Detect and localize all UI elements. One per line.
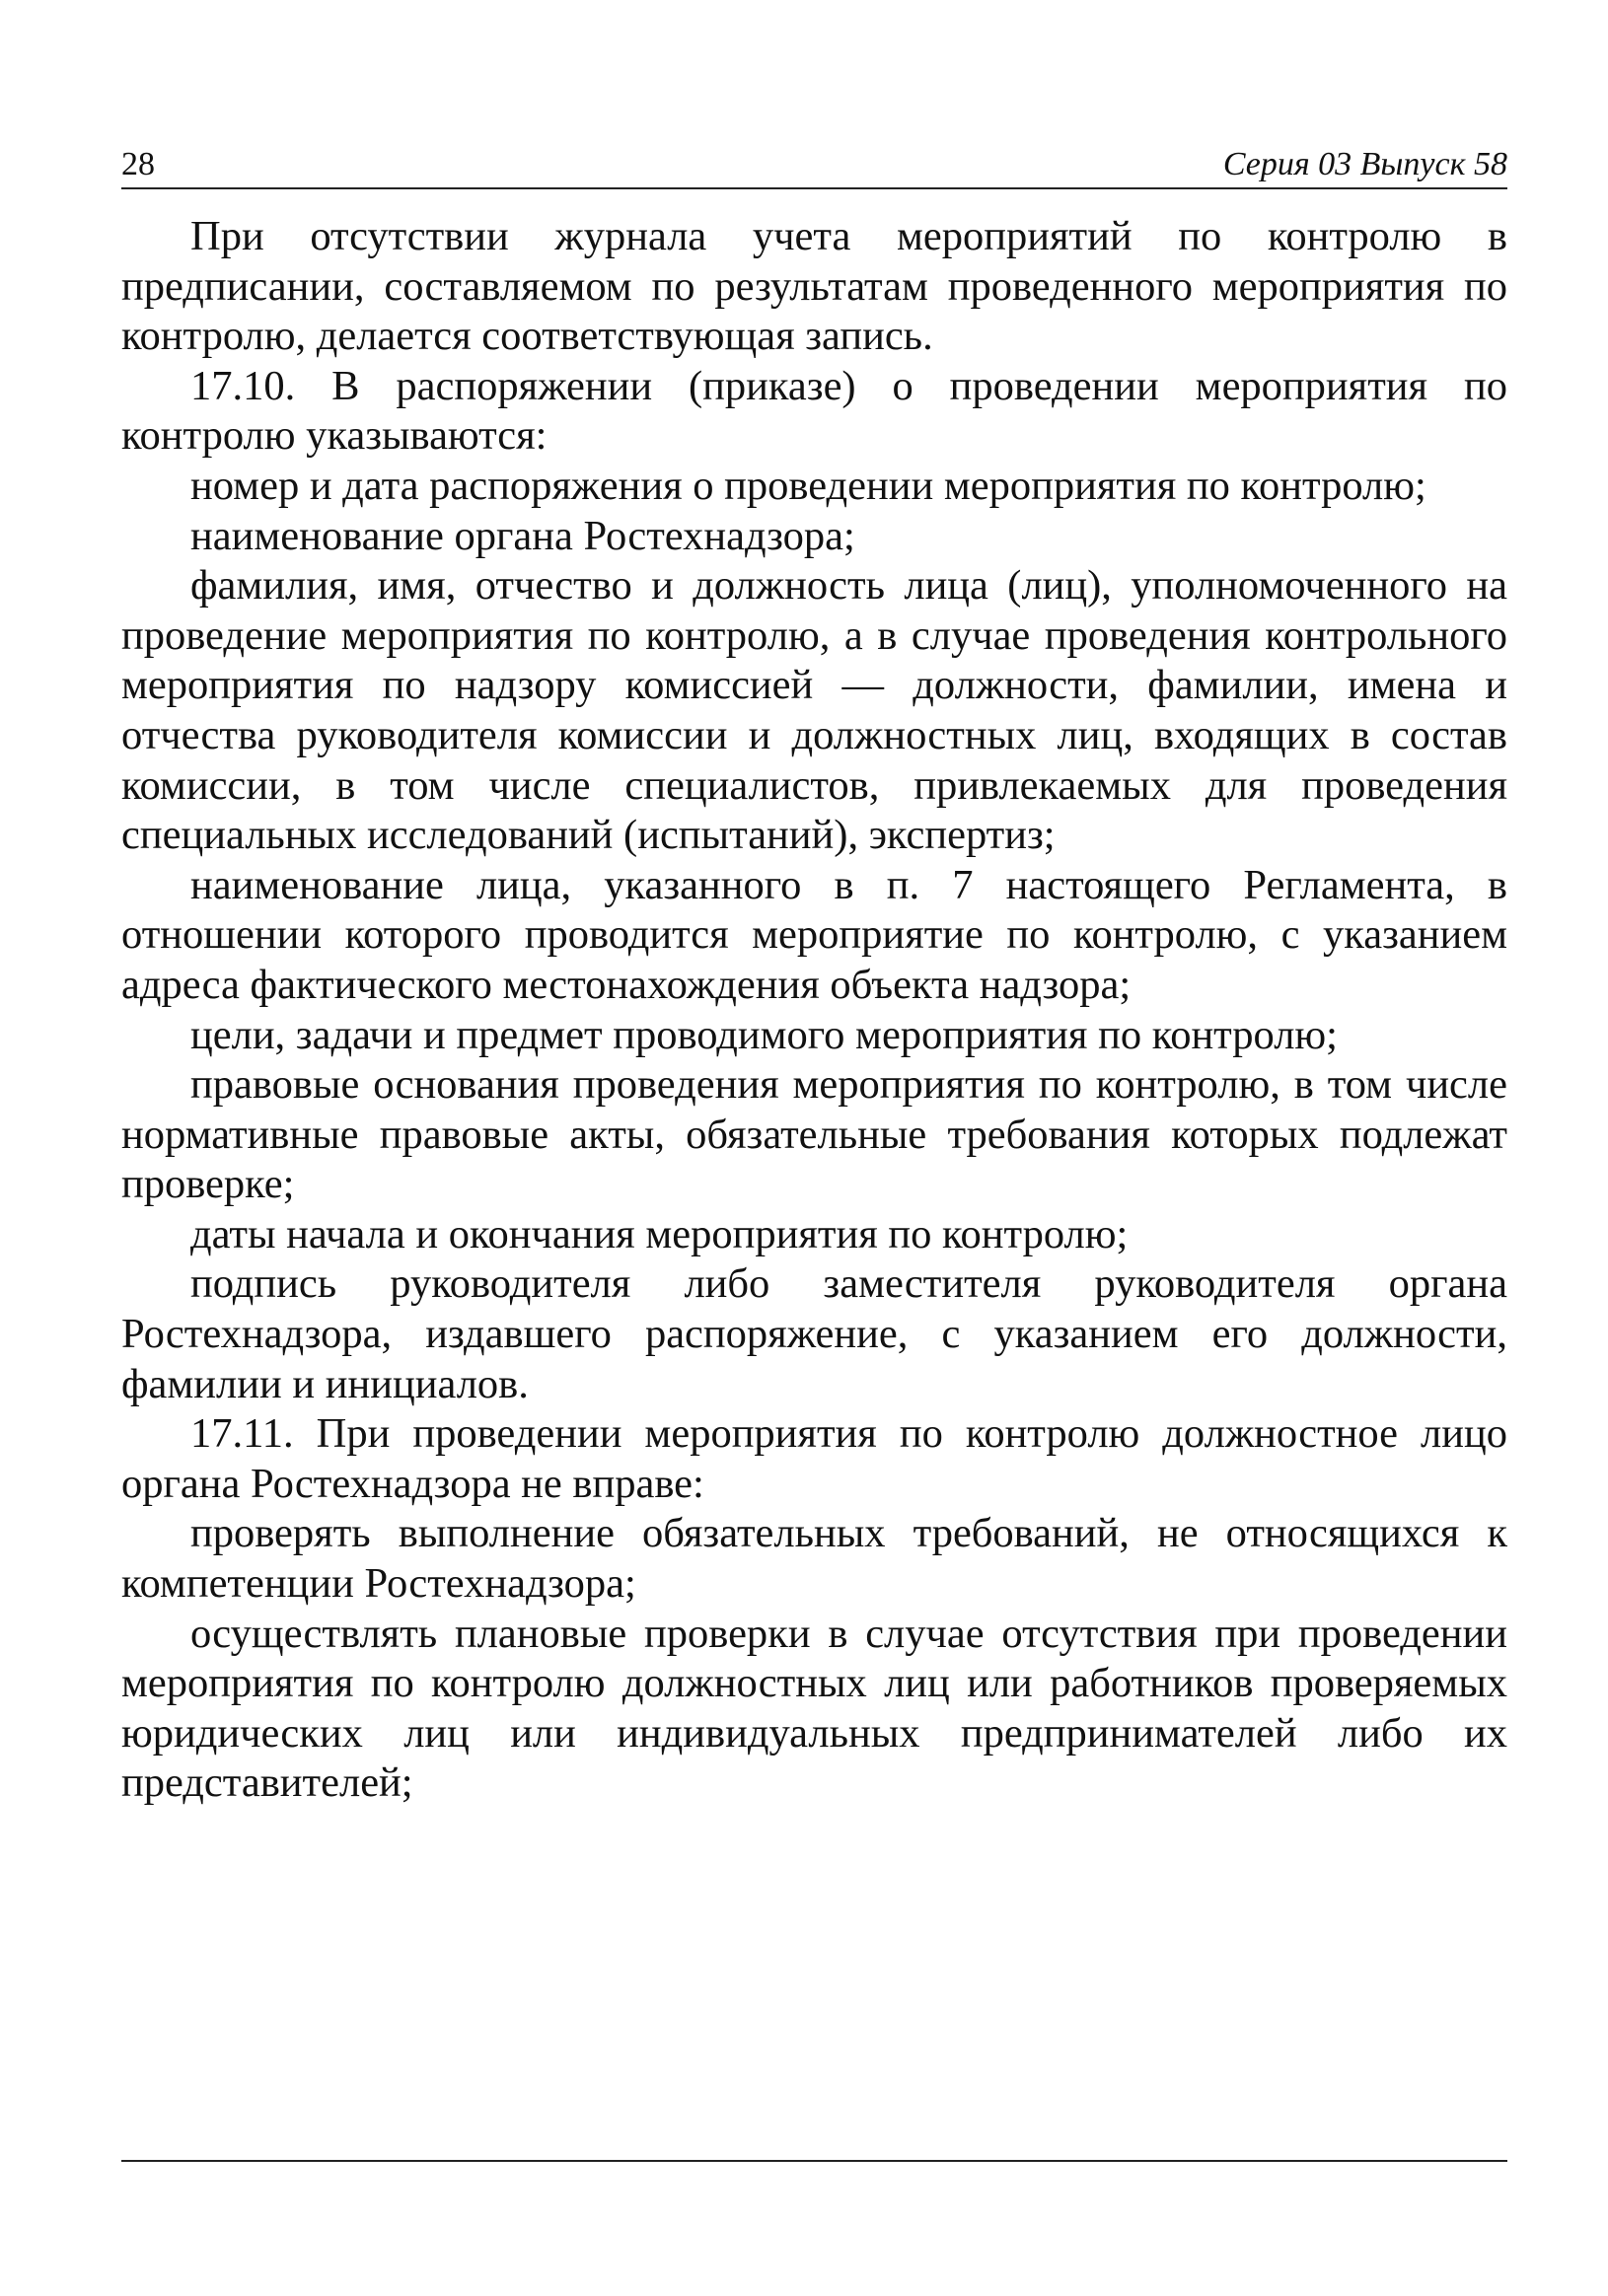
footer-rule — [121, 2160, 1507, 2162]
paragraph: 17.11. При проведении мероприятия по контролю должностное лицо органа Ростехнадзора не вправе: — [121, 1410, 1507, 1507]
page-header — [121, 136, 1507, 189]
paragraph: 17.10. В распоряжении (приказе) о проведении мероприятия по контролю указываются: — [121, 362, 1507, 460]
paragraph: При отсутствии журнала учета мероприятий по контролю в предписании, составляемом по результатам проведенного мероприятия по контролю, делается соответствующая запись. — [121, 213, 1507, 360]
paragraph: наименование органа Ростехнадзора; — [190, 512, 855, 559]
paragraph: даты начала и окончания мероприятия по контролю; — [190, 1210, 1129, 1257]
paragraph: наименование лица, указанного в п. 7 настоящего Регламента, в отношении которого проводится мероприятие по контролю, с указанием адреса фактического местонахождения объекта надзора; — [121, 861, 1507, 1008]
body-text — [121, 212, 1507, 1809]
page-number: 28 — [121, 146, 155, 182]
paragraph: подпись руководителя либо заместителя руководителя органа Ростехнадзора, издавшего распоряжение, с указанием его должности, фамилии и инициалов. — [121, 1260, 1507, 1407]
paragraph: правовые основания проведения мероприятия по контролю, в том числе нормативные правовые акты, обязательные требования которых подлежат проверке; — [121, 1061, 1507, 1208]
paragraph: проверять выполнение обязательных требований, не относящихся к компетенции Ростехнадзора; — [121, 1510, 1507, 1608]
paragraph: фамилия, имя, отчество и должность лица (лиц), уполномоченного на проведение мероприятия по контролю, а в случае проведения контрольного мероприятия по надзору комиссией — должности, фамилии, имена и отчества руководителя комиссии и должностных лиц, входящих в состав комиссии, в том числе специалистов, привлекаемых для проведения специальных исследований (испытаний), экспертиз; — [121, 562, 1507, 859]
running-head: Серия 03 Выпуск 58 — [1222, 146, 1507, 182]
paragraph: цели, задачи и предмет проводимого мероприятия по контролю; — [190, 1011, 1338, 1058]
paragraph: осуществлять плановые проверки в случае отсутствия при проведении мероприятия по контролю должностных лиц или работников проверяемых юридических лиц или индивидуальных предпринимателей либо их представителей; — [121, 1610, 1507, 1807]
paragraph: номер и дата распоряжения о проведении мероприятия по контролю; — [190, 462, 1426, 509]
